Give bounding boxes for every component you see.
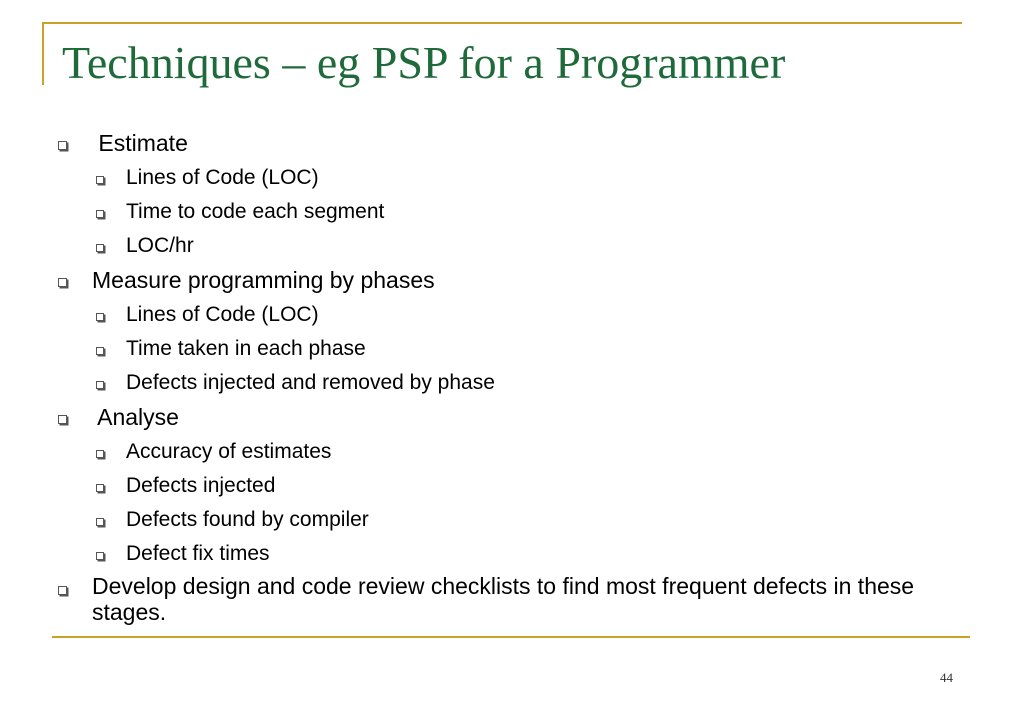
sub-bullet-text: Defects found by compiler <box>126 508 369 531</box>
page-number: 44 <box>940 670 953 685</box>
sub-bullet-text: Defects injected <box>126 474 276 497</box>
frame-bottom-line <box>52 636 970 638</box>
square-bullet-icon <box>96 518 104 526</box>
sub-bullet-item <box>58 503 968 537</box>
sub-bullet-item <box>58 195 968 229</box>
square-bullet-icon <box>58 278 67 287</box>
frame-top-line <box>42 22 962 24</box>
sub-bullet-item <box>58 161 968 195</box>
bullet-item-estimate <box>58 126 968 161</box>
sub-bullet-text: Lines of Code (LOC) <box>126 166 319 189</box>
square-bullet-icon <box>96 347 104 355</box>
sub-bullet-item <box>58 435 968 469</box>
sub-bullet-text: Lines of Code (LOC) <box>126 303 319 326</box>
square-bullet-icon <box>96 450 104 458</box>
bullet-text: Develop design and code review checklists to find most frequent defects in these stages. <box>92 573 915 625</box>
sub-bullet-item <box>58 537 968 571</box>
sub-bullet-item <box>58 332 968 366</box>
bullet-text: Analyse <box>92 404 179 430</box>
bullet-item-develop <box>58 571 968 628</box>
sub-bullet-item <box>58 229 968 263</box>
sub-bullet-text: LOC/hr <box>126 234 194 257</box>
square-bullet-icon <box>96 210 104 218</box>
bullet-text: Estimate <box>92 130 188 156</box>
sub-bullet-item <box>58 366 968 400</box>
square-bullet-icon <box>96 313 104 321</box>
square-bullet-icon <box>96 381 104 389</box>
slide-title: Techniques – eg PSP for a Programmer <box>62 37 786 88</box>
frame-left-line <box>42 22 44 85</box>
square-bullet-icon <box>58 141 67 150</box>
bullet-item-measure <box>58 263 968 298</box>
square-bullet-icon <box>58 415 67 424</box>
sub-bullet-text: Time to code each segment <box>126 200 385 223</box>
square-bullet-icon <box>96 552 104 560</box>
sub-bullet-text: Time taken in each phase <box>126 337 366 360</box>
bullet-item-analyse <box>58 400 968 435</box>
bullet-text: Measure programming by phases <box>92 267 435 293</box>
square-bullet-icon <box>96 244 104 252</box>
sub-bullet-text: Defect fix times <box>126 542 270 565</box>
square-bullet-icon <box>58 586 67 595</box>
sub-bullet-item <box>58 298 968 332</box>
sub-bullet-item <box>58 469 968 503</box>
square-bullet-icon <box>96 484 104 492</box>
bullet-list <box>58 126 968 628</box>
square-bullet-icon <box>96 176 104 184</box>
sub-bullet-text: Defects injected and removed by phase <box>126 371 495 394</box>
sub-bullet-text: Accuracy of estimates <box>126 440 332 463</box>
